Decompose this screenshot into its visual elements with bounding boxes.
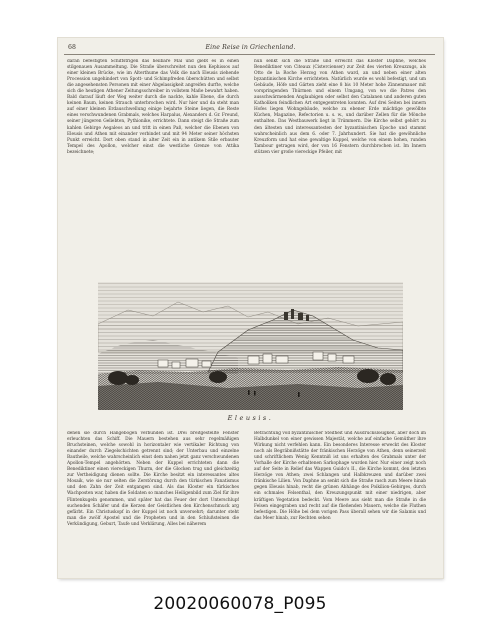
- text-column-top-left: daran befestigten Schiffstrigen das heilbare Mal und giebt es in einen stilgenauen Ausammeltung. Die Straße überschreitet nun den Kephissos auf einer kleinen Brücke, wie im Alterthume das Volk die nach Eleusis ziehende Procession ungehindert von Spott- und Schimpfreden überschütten und selbst die angesehensten Personen mit einer Abgelassigkeit angreifen durfte, welche sich die heutigen Athener Zeitungsschreiber in vollstem Maße bewahrt haben. Bald darauf läuft der Weg weiter durch die nackte, kahle Ebene, die durch keinen Baum, keinen Strauch unterbrochen wird. Nur hier und da steht man auf einer kleinen Erdauschwellung einige bejahrte Steine liegen, die Reste eines verschwundenen Grabmals, welches Harpalus, Alexanders d. Gr. Freund, seiner jüngeren Geliebten, Pythionike, errichtete. Dann steigt die Straße zum kahlen Gebirge Aegaleos an und tritt in einen Paß, welcher die Ebenen von Eleusis und Athen mit einander verbindet und mit 94 Meter seiner höchsten Punkt erreicht. Dort oben stand in alter Zeit ein in antikem Stile erbauter Tempel des Apollon, welcher einst die westliche Grenze von Attika bezeichnete;: [67, 59, 239, 155]
- header-rule: [64, 54, 435, 55]
- text-column-bottom-left: denen sie durch Hängebogen verbunden ist. Drei breitgestellte Fenster erleuchten das Schiff. Die Mauern bestehen aus sehr regelmäßigen Bruchsteinen, welche sowohl in horizontaler wie vertikaler Richtung von einander durch Ziegelschichten getrennt sind; der Unterbau und einzelne Bautheile, welche wahrscheinlich einst dem nahen jetzt ganz verschwundenen Apollon-Tempel angehörten. Neben der Kuppel errichteten dann die Benediktiner einen viereckigen Thurm, der die Glocken trug und gleichzeitig zur Vertheidigung dienen sollte. Die Kirche besitzt ein interessantes altes Mosaik, wie sie nur selten die Zerstörung durch den türkischen Fanatismus und den Zahn der Zeit entgangen sind. Als das Kloster ein türkisches Wachposten war, haben die Soldaten so manches Heiligenbild zum Ziel für ihre Flintenkugeln genommen, und später hat das Feuer der dort Unterschlupf suchenden Schäfer und die Kerzen der Geistlichen den Kirchenschmuck arg gefärbt. Ein Christuskopf in der Kuppel ist noch unversehrt; darunter steht man die zwölf Apostel und die Propheten und in den Schlußsteinen die Verkündigung, Geburt, Taufe und Verklärung, Alles bei näherem: [67, 431, 239, 527]
- page-number: 68: [68, 44, 77, 51]
- archive-identifier: 20020060078_P095: [153, 594, 327, 614]
- text-column-bottom-right: Betrachtung voll byzantinischer Steifheit und Ausdruckslosigkeit, aber doch im Halbdunkel von einer gewissen Majestät, welche auf einfache Gemüther ihre Wirkung nicht verfehlen kann. Ein besonderes Interesse erweckt des Kloster noch als Begräbnißstätte der fränkischen Herzöge von Athen, denn seinerzeit und schriftlichem Wenig Kenntniß ist uns erhalten des Grabmals unter der Vorhalle der Kirche erhaltenen Sarkophage wurden hier. Nur einer zeigt noch auf der Seite in Relief das Wappen Guido's II., die Kirche kommt, den letzten Herzöge von Athen; zwei Schlangen und Halbkreuzen und darüber zwei fränkische Lilien. Von Daphne an senkt sich die Straße rasch zum Meere hinab gegen Eleusis hinab, recht die grünen Abhänge des Poikilion-Gebirges, durch ein schmales Felsenthal, den Kreuzungspunkt mit einer niedrigen, aber kräftigen Vegetation bedeckt. Vom Meere aus sieht man die Straße in die Felsen eingegraben und recht auf die fließenden Mauern, welche die Fluthen befestigen. Die Höhe bei dem vorigen Pass überall sehen wir die Salamis und das Meer hinab, zur Rechten sehen: [254, 431, 426, 521]
- engraving-landscape-image: [98, 282, 403, 410]
- running-head: [62, 44, 439, 54]
- book-page: [58, 38, 443, 578]
- running-title: Eine Reise in Griechenland.: [205, 44, 296, 51]
- illustration-caption: Eleusis.: [227, 414, 274, 422]
- text-column-top-right: nun senkt sich die Straße und erreicht das Kloster Daphne, welches Benediktiner von Citeaux (Cistercienser) zur Zeit des vierten Kreuzzugs, als Otto de la Roche Herzog von Athen ward, an und neben einer alten byzantinischen Kirche errichteten. Natürlich wurde es wohl befestigt, und um Gebäude, Höfe und Gärten zieht eine 8 bis 10 Meter hohe Zinnenmauer mit vorspringenden Thürmen und einem Umgang, von wo die Patres den ausschwärmenden Anglaubigen oder selbst den Catalanen und anderen guten Katholiken feindlichen Art entgegentreten konnten. Auf drei Seiten bei innern Hofes liegen Wohngebäude, welche zu ebener Erde mächtige gewölbte Küchen, Magazine, Refectorien u. s. w., und darüber Zellen für die Mönche enthalten. Das Westbauwerk liegt in Trümmern. Die Kirche selbst gehört zu den ältesten und interessantesten der byzantinischen Epoche und stammt wahrscheinlich aus dem 6. oder 7. Jahrhundert. Sie hat die gewöhnliche Kreuzform und hat eine gewaltige Kuppel, welche von einem hohen, runden Tambour getragen wird, der von 16 Fenstern durchbrochen ist. Im Innern stützen vier große viereckige Pfeiler, mit: [254, 59, 426, 155]
